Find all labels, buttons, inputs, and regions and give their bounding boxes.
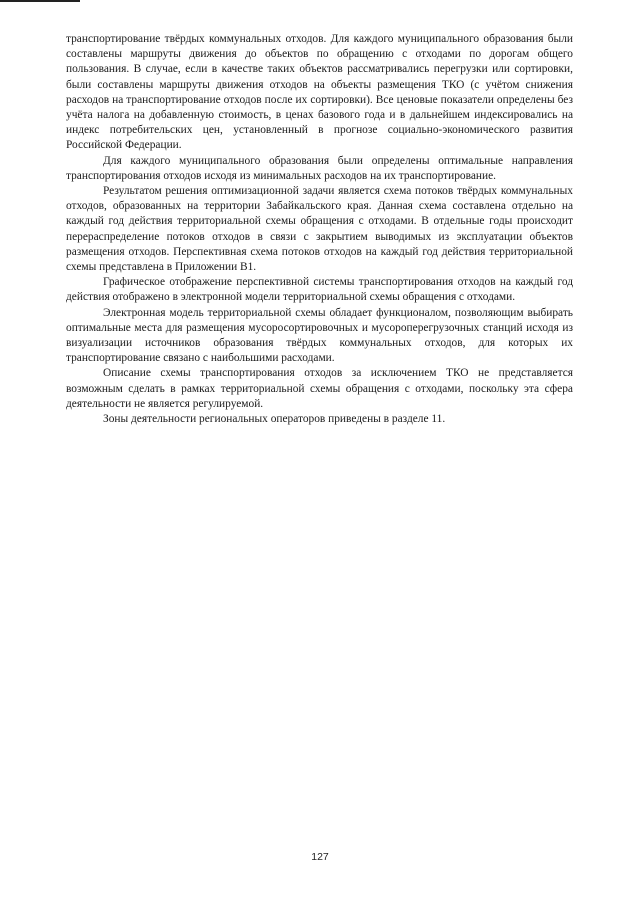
paragraph-optimal-directions: Для каждого муниципального образования были определены оптимальные направления транспортирования отходов исходя из минимальных расходов на их транспортирование. <box>66 154 573 182</box>
paragraph-non-tko-description: Описание схемы транспортирования отходов за исключением ТКО не представляется возможным сделать в рамках территориальной схемы обращения с отходами, поскольку эта сфера деятельности не является регулируемой. <box>66 367 573 410</box>
paragraph-electronic-model: Электронная модель территориальной схемы обладает функционалом, позволяющим выбирать оптимальные места для размещения мусоросортировочных и мусороперегрузочных станций исходя из визуализации источников образования твёрдых коммунальных отходов, для которых их транспортирование связано с наибольшими расходами. <box>66 306 573 365</box>
paragraph-optimization-result: Результатом решения оптимизационной задачи является схема потоков твёрдых коммунальных отходов, образованных на территории Забайкальского края. Данная схема составлена отдельно на каждый год действия территориальной схемы обращения с отходами. В отдельные годы происходит перераспределение потоков отходов в связи с закрытием выводимых из эксплуатации объектов размещения отходов. Перспективная схема потоков отходов на каждый год действия территориальной схемы представлена в Приложении В1. <box>66 185 573 274</box>
paragraph-graphic-display: Графическое отображение перспективной системы транспортирования отходов на каждый год действия отображено в электронной модели территориальной схемы обращения с отходами. <box>66 276 573 304</box>
paragraph-regional-operators: Зоны деятельности региональных операторов приведены в разделе 11. <box>103 413 446 426</box>
paragraph-continuation: транспортирование твёрдых коммунальных отходов. Для каждого муниципального образования были составлены маршруты движения до объектов по обращению с отходами по дорогам общего пользования. В случае, если в качестве таких объектов рассматривались перегрузки или сортировки, были составлены маршруты движения отходов на объекты размещения ТКО (с учётом снижения расходов на транспортирование отходов после их сортировки). Все ценовые показатели определены без учёта налога на добавленную стоимость, в ценах базового года и в дальнейшем индексировались на индекс потребительских цен, установленный в прогнозе социально-экономического развития Российской Федерации. <box>66 33 573 152</box>
scan-edge-mark <box>0 0 80 2</box>
page-number: 127 <box>311 851 329 863</box>
document-body <box>66 32 573 427</box>
